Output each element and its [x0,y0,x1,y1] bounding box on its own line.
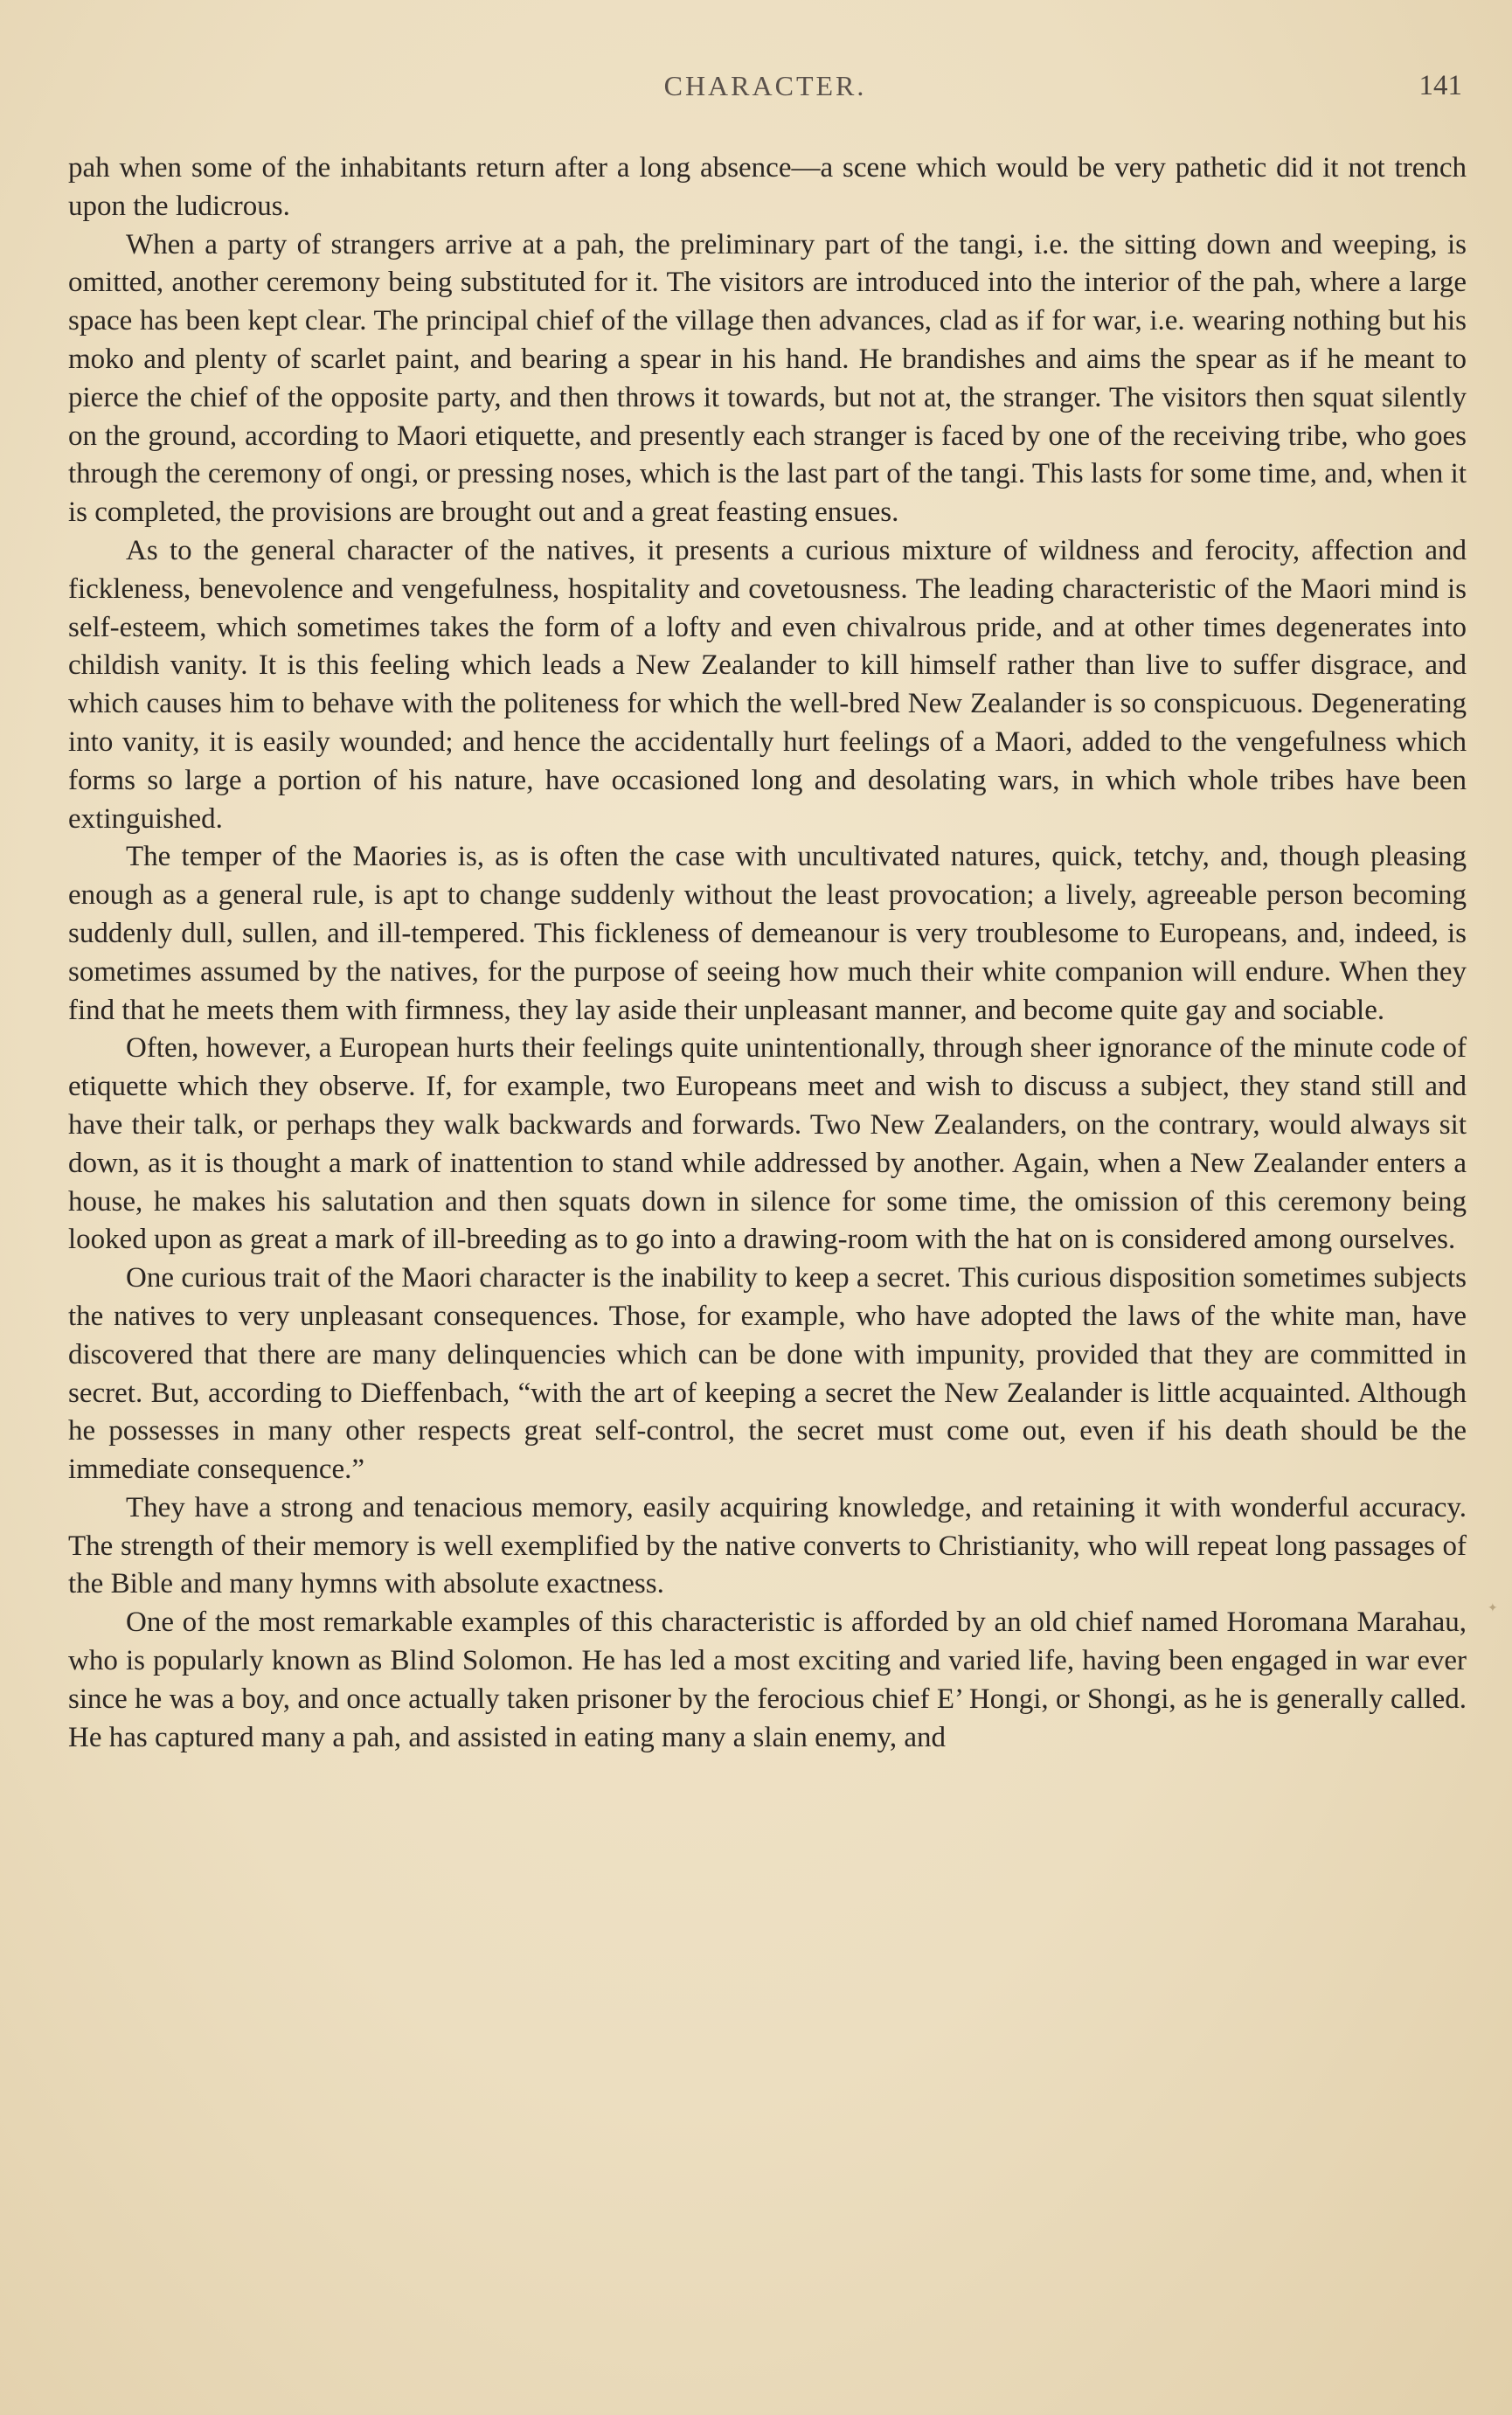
paper-fold-mark: ✦ [1488,1601,1498,1615]
paragraph-3: As to the general character of the natives, it presents a curious mixture of wildness and ferocity, affection and fickleness, benevolence and vengefulness, hospitality and covetousness. The leading characteristic of the Maori mind is self-esteem, which sometimes takes the form of a lofty and even chivalrous pride, and at other times degenerates into childish vanity. It is this feeling which leads a New Zealander to kill himself rather than live to suffer disgrace, and which causes him to behave with the politeness for which the well-bred New Zealander is so conspicuous. Degenerating into vanity, it is easily wounded; and hence the accidentally hurt feelings of a Maori, added to the vengefulness which forms so large a portion of his nature, have occasioned long and desolating wars, in which whole tribes have been extinguished. [68,534,1467,835]
paragraph-8: One of the most remarkable examples of this characteristic is afforded by an old chief named Horomana Marahau, who is popularly known as Blind Solomon. He has led a most exciting and varied life, having been engaged in war ever since he was a boy, and once actually taken prisoner by the ferocious chief E’ Hongi, or Shongi, as he is generally called. He has captured many a pah, and assisted in eating many a slain enemy, and [68,1607,1467,1753]
paragraph-2: When a party of strangers arrive at a pah, the preliminary part of the tangi, i.e. the sitting down and weeping, is omitted, another ceremony being substituted for it. The visitors are introduced into the interior of the pah, where a large space has been kept clear. The principal chief of the village then advances, clad as if for war, i.e. wearing nothing but his moko and plenty of scarlet paint, and bearing a spear in his hand. He brandishes and aims the spear as if he meant to pierce the chief of the opposite party, and then throws it towards, but not at, the stranger. The visitors then squat silently on the ground, according to Maori etiquette, and presently each stranger is faced by one of the receiving tribe, who goes through the ceremony of ongi, or pressing noses, which is the last part of the tangi. This lasts for some time, and, when it is completed, the provisions are brought out and a great feasting ensues. [68,228,1467,529]
paragraph-7: They have a strong and tenacious memory, easily acquiring knowledge, and retaining it with wonderful accuracy. The strength of their memory is well exemplified by the native converts to Christianity, who will repeat long passages of the Bible and many hymns with absolute exactness. [68,1491,1467,1600]
page-number: 141 [1418,70,1462,101]
paragraph-6: One curious trait of the Maori character is the inability to keep a secret. This curious disposition sometimes subjects the natives to very unpleasant consequences. Those, for example, who have adopted the laws of the white man, have discovered that there are many delinquencies which can be done with impunity, provided that they are committed in secret. But, according to Dieffenbach, “with the art of keeping a secret the New Zealander is little acquainted. Although he possesses in many other respects great self-control, the secret must come out, even if his death should be the immediate consequence.” [68,1262,1467,1486]
body-text [68,149,1467,1757]
page-header [68,70,1462,114]
paragraph-5: Often, however, a European hurts their feelings quite unintentionally, through sheer ignorance of the minute code of etiquette which they observe. If, for example, two Europeans meet and wish to discuss a subject, they stand still and have their talk, or perhaps they walk backwards and forwards. Two New Zealanders, on the contrary, would always sit down, as it is thought a mark of inattention to stand while addressed by another. Again, when a New Zealander enters a house, he makes his salutation and then squats down in silence for some time, the omission of this ceremony being looked upon as great a mark of ill-breeding as to go into a drawing-room with the hat on is considered among ourselves. [68,1032,1467,1256]
running-head: CHARACTER. [663,70,867,101]
paragraph-4: The temper of the Maories is, as is often the case with uncultivated natures, quick, tetchy, and, though pleasing enough as a general rule, is apt to change suddenly without the least provocation; a lively, agreeable person becoming suddenly dull, sullen, and ill-tempered. This fickleness of demeanour is very troublesome to Europeans, and, indeed, is sometimes assumed by the natives, for the purpose of seeing how much their white companion will endure. When they find that he meets them with firmness, they lay aside their unpleasant manner, and become quite gay and sociable. [68,841,1467,1026]
paragraph-1: pah when some of the inhabitants return after a long absence—a scene which would be very pathetic did it not trench upon the ludicrous. [68,152,1467,222]
